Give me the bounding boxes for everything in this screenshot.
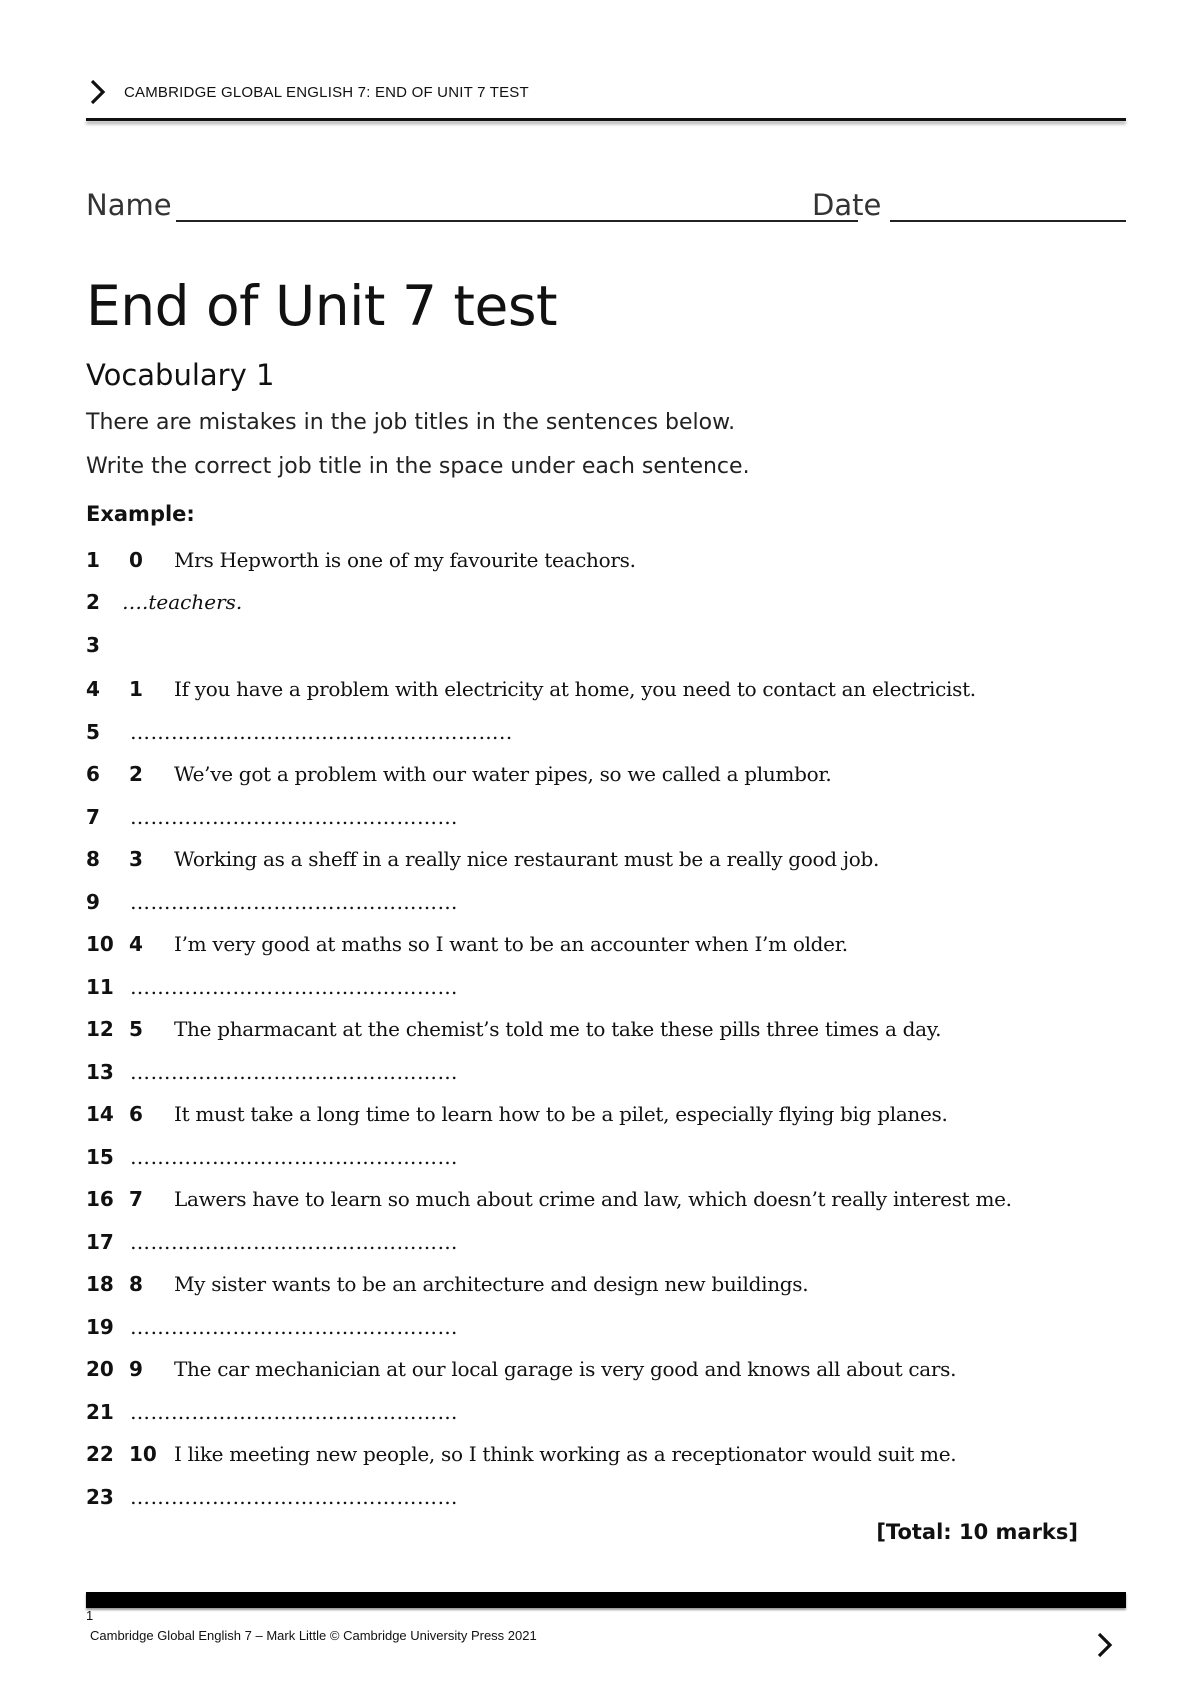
question-text: If you have a problem with electricity at home, you need to contact an electricist.	[174, 677, 976, 701]
answer-blank[interactable]: ………………………………………………..	[130, 720, 513, 744]
question-text: I like meeting new people, so I think working as a receptionator would suit me.	[174, 1442, 957, 1466]
section-title: Vocabulary 1	[86, 358, 275, 392]
question-row	[86, 1442, 1126, 1472]
answer-row	[86, 1485, 1126, 1515]
line-number: 15	[86, 1145, 114, 1169]
answer-row	[86, 1400, 1126, 1430]
line-number: 4	[86, 677, 100, 701]
question-row	[86, 677, 1126, 707]
line-number: 14	[86, 1102, 114, 1126]
question-row	[86, 847, 1126, 877]
answer-blank[interactable]: …………………………………………	[130, 1145, 458, 1169]
line-number: 3	[86, 633, 100, 657]
question-number: 0	[129, 548, 143, 572]
answer-row	[86, 1060, 1126, 1090]
header-divider	[86, 118, 1126, 121]
line-number: 20	[86, 1357, 114, 1381]
question-row	[86, 932, 1126, 962]
question-text: Lawers have to learn so much about crime and law, which doesn’t really interest me.	[174, 1187, 1012, 1211]
question-row	[86, 1017, 1126, 1047]
answer-row	[86, 1315, 1126, 1345]
line-number: 13	[86, 1060, 114, 1084]
line-number: 22	[86, 1442, 114, 1466]
chevron-right-icon	[86, 78, 110, 106]
line-number: 23	[86, 1485, 114, 1509]
question-row	[86, 548, 1126, 578]
instruction-line-1: There are mistakes in the job titles in the sentences below.	[86, 410, 736, 435]
question-number: 7	[129, 1187, 143, 1211]
blank-row	[86, 633, 1126, 663]
line-number: 2	[86, 590, 100, 614]
question-text: The car mechanician at our local garage is very good and knows all about cars.	[174, 1357, 957, 1381]
page-number: 1	[86, 1608, 94, 1623]
question-text: I’m very good at maths so I want to be an accounter when I’m older.	[174, 932, 848, 956]
example-answer: ….teachers.	[122, 590, 243, 614]
line-number: 12	[86, 1017, 114, 1041]
line-number: 17	[86, 1230, 114, 1254]
question-number: 6	[129, 1102, 143, 1126]
date-label: Date	[812, 188, 882, 222]
question-row	[86, 762, 1126, 792]
chevron-right-icon[interactable]	[1094, 1630, 1116, 1660]
question-text: The pharmacant at the chemist’s told me to take these pills three times a day.	[174, 1017, 942, 1041]
line-number: 16	[86, 1187, 114, 1211]
answer-blank[interactable]: …………………………………………	[130, 890, 458, 914]
line-number: 9	[86, 890, 100, 914]
question-text: We’ve got a problem with our water pipes, so we called a plumbor.	[174, 762, 832, 786]
line-number: 10	[86, 932, 114, 956]
question-row	[86, 1357, 1126, 1387]
name-field[interactable]	[176, 220, 858, 222]
answer-blank[interactable]: …………………………………………	[130, 1315, 458, 1339]
answer-blank[interactable]: …………………………………………	[130, 1060, 458, 1084]
line-number: 11	[86, 975, 114, 999]
answer-blank[interactable]: …………………………………………	[130, 975, 458, 999]
line-number: 1	[86, 548, 100, 572]
total-marks: [Total: 10 marks]	[876, 1520, 1078, 1544]
name-label: Name	[86, 188, 172, 222]
line-number: 7	[86, 805, 100, 829]
question-number: 4	[129, 932, 143, 956]
footer-divider	[86, 1592, 1126, 1608]
question-row	[86, 1102, 1126, 1132]
line-number: 5	[86, 720, 100, 744]
page-header	[86, 78, 1126, 106]
line-number: 8	[86, 847, 100, 871]
answer-row	[86, 805, 1126, 835]
example-answer-row	[86, 590, 1126, 620]
date-field[interactable]	[890, 220, 1126, 222]
question-text: Mrs Hepworth is one of my favourite teachors.	[174, 548, 636, 572]
question-number: 8	[129, 1272, 143, 1296]
question-text: My sister wants to be an architecture and design new buildings.	[174, 1272, 809, 1296]
instruction-line-2: Write the correct job title in the space under each sentence.	[86, 454, 750, 479]
answer-blank[interactable]: …………………………………………	[130, 1230, 458, 1254]
question-number: 9	[129, 1357, 143, 1381]
header-title: CAMBRIDGE GLOBAL ENGLISH 7: END OF UNIT 7 TEST	[124, 84, 529, 101]
question-number: 1	[129, 677, 143, 701]
answer-row	[86, 720, 1126, 750]
question-number: 2	[129, 762, 143, 786]
example-label: Example:	[86, 502, 195, 526]
question-row	[86, 1272, 1126, 1302]
question-text: It must take a long time to learn how to be a pilet, especially flying big planes.	[174, 1102, 948, 1126]
answer-row	[86, 890, 1126, 920]
answer-blank[interactable]: …………………………………………	[130, 805, 458, 829]
answer-blank[interactable]: …………………………………………	[130, 1400, 458, 1424]
line-number: 21	[86, 1400, 114, 1424]
page-title: End of Unit 7 test	[86, 274, 558, 338]
question-text: Working as a sheff in a really nice restaurant must be a really good job.	[174, 847, 880, 871]
question-row	[86, 1187, 1126, 1217]
answer-row	[86, 1230, 1126, 1260]
line-number: 18	[86, 1272, 114, 1296]
footer-copyright: Cambridge Global English 7 – Mark Little © Cambridge University Press 2021	[90, 1628, 537, 1643]
line-number: 6	[86, 762, 100, 786]
answer-row	[86, 1145, 1126, 1175]
question-number: 3	[129, 847, 143, 871]
question-number: 10	[129, 1442, 157, 1466]
answer-row	[86, 975, 1126, 1005]
name-date-row	[86, 188, 1126, 228]
answer-blank[interactable]: …………………………………………	[130, 1485, 458, 1509]
line-number: 19	[86, 1315, 114, 1339]
question-number: 5	[129, 1017, 143, 1041]
